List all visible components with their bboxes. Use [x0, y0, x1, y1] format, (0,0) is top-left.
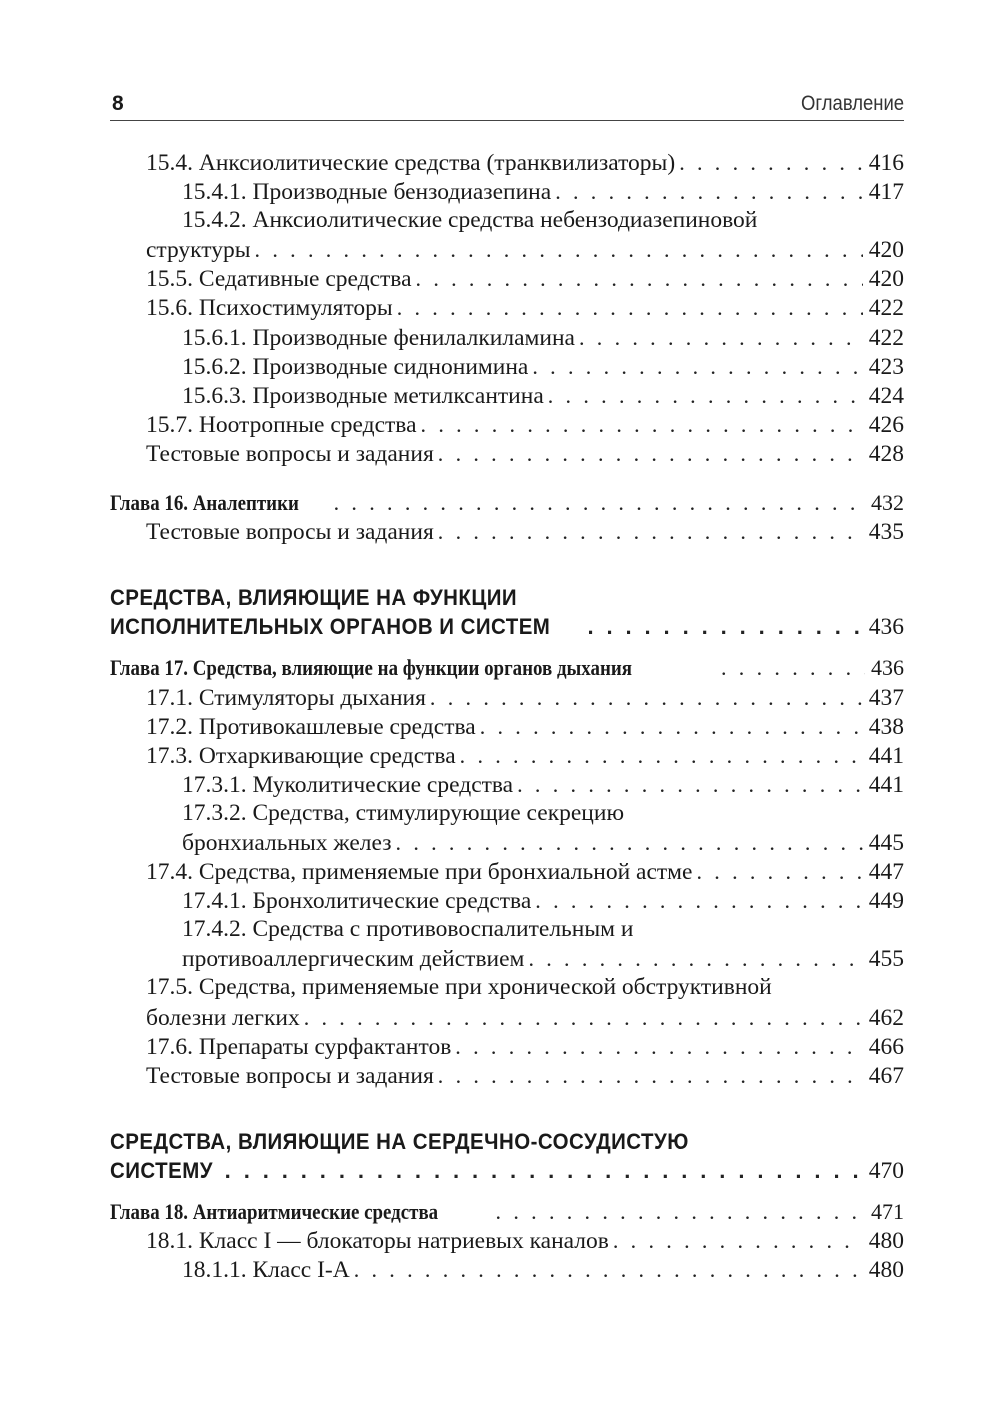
toc-entry[interactable]: 17.3. Отхаркивающие средства . . . 441: [110, 741, 904, 770]
toc-entry[interactable]: 17.4.1. Бронхолитические средства . . . 449: [110, 886, 904, 915]
toc-entry[interactable]: Тестовые вопросы и задания . . . 467: [110, 1061, 904, 1090]
toc-entry[interactable]: 15.6.2. Производные сиднонимина . . . 423: [110, 352, 904, 381]
toc-entry[interactable]: 17.2. Противокашлевые средства . . . 438: [110, 712, 904, 741]
toc-entry[interactable]: 15.7. Ноотропные средства . . . 426: [110, 410, 904, 439]
toc-entry[interactable]: 17.4. Средства, применяемые при бронхиальной астме . . . 447: [110, 857, 904, 886]
toc-entry[interactable]: 15.5. Седативные средства . . . 420: [110, 264, 904, 293]
toc-entry[interactable]: Тестовые вопросы и задания . . . 428: [110, 439, 904, 468]
toc-entry[interactable]: 17.1. Стимуляторы дыхания . . . 437: [110, 683, 904, 712]
toc-entry[interactable]: 15.4. Анксиолитические средства (транквилизаторы) . . . 416: [110, 148, 904, 177]
toc-section[interactable]: ИСПОЛНИТЕЛЬНЫХ ОРГАНОВ И СИСТЕМ . . . 436: [110, 612, 904, 641]
running-head: [110, 86, 904, 121]
toc-entry[interactable]: 15.6.3. Производные метилксантина . . . 424: [110, 381, 904, 410]
toc-section-line1[interactable]: СРЕДСТВА, ВЛИЯЮЩИЕ НА ФУНКЦИИ: [110, 585, 518, 611]
toc-entry[interactable]: 17.3.1. Муколитические средства . . . 441: [110, 770, 904, 799]
page-number: 8: [112, 92, 124, 115]
toc-chapter[interactable]: Глава 18. Антиаритмические средства . . . 471: [110, 1197, 904, 1226]
toc-section-line1[interactable]: СРЕДСТВА, ВЛИЯЮЩИЕ НА СЕРДЕЧНО-СОСУДИСТУЮ: [110, 1128, 689, 1154]
toc-entry-line1[interactable]: 17.5. Средства, применяемые при хронической обструктивной: [146, 974, 772, 1001]
toc-entry[interactable]: 18.1.1. Класс I-A . . . 480: [110, 1255, 904, 1284]
table-of-contents: [110, 148, 904, 1284]
toc-entry[interactable]: Тестовые вопросы и задания . . . 435: [110, 517, 904, 546]
toc-entry-line1[interactable]: 17.3.2. Средства, стимулирующие секрецию: [182, 799, 625, 826]
header-title: Оглавление: [800, 92, 904, 115]
toc-entry-line1[interactable]: 15.4.2. Анксиолитические средства небензодиазепиновой: [182, 207, 758, 234]
toc-entry[interactable]: 17.6. Препараты сурфактантов . . . 466: [110, 1032, 904, 1061]
toc-entry-line1[interactable]: 17.4.2. Средства с противовоспалительным и: [182, 916, 634, 943]
toc-entry[interactable]: 15.4.1. Производные бензодиазепина . . . 417: [110, 177, 904, 206]
toc-entry[interactable]: структуры . . . 420: [110, 235, 904, 264]
toc-entry[interactable]: 15.6.1. Производные фенилалкиламина . . . 422: [110, 323, 904, 352]
toc-entry[interactable]: 18.1. Класс I — блокаторы натриевых каналов . . . 480: [110, 1226, 904, 1255]
toc-entry[interactable]: болезни легких . . . 462: [110, 1003, 904, 1032]
toc-entry[interactable]: 15.6. Психостимуляторы . . . 422: [110, 293, 904, 322]
toc-section[interactable]: СИСТЕМУ . . . 470: [110, 1156, 904, 1185]
toc-chapter[interactable]: Глава 17. Средства, влияющие на функции органов дыхания . . . 436: [110, 653, 904, 682]
toc-entry[interactable]: бронхиальных желез . . . 445: [110, 828, 904, 857]
toc-entry[interactable]: противоаллергическим действием . . . 455: [110, 944, 904, 973]
toc-chapter[interactable]: Глава 16. Аналептики . . . 432: [110, 488, 904, 517]
